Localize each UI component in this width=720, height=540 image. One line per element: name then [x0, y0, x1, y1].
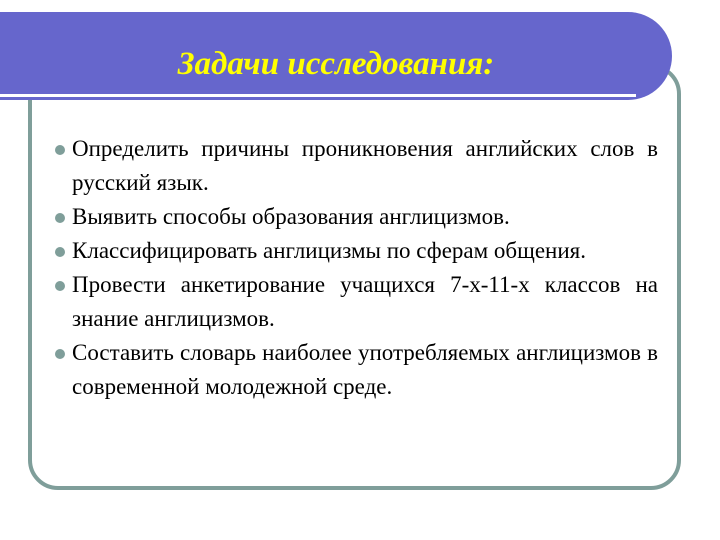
bullet-item: [72, 268, 658, 336]
bullet-item: [72, 200, 658, 234]
title-bar: [0, 12, 672, 100]
bullet-text: Определить причины проникновения английских слов в русский язык.: [72, 136, 658, 195]
title-underline: [0, 94, 636, 97]
bullet-dot-icon: [55, 247, 65, 257]
bullet-item: [72, 336, 658, 404]
bullet-dot-icon: [55, 145, 65, 155]
bullet-list: [72, 132, 658, 404]
bullet-item: [72, 234, 658, 268]
bullet-text: Составить словарь наиболее употребляемых англицизмов в современной молодежной среде.: [72, 340, 658, 399]
bullet-text: Выявить способы образования англицизмов.: [72, 204, 510, 229]
slide-title: Задачи исследования:: [177, 46, 495, 82]
bullet-item: [72, 132, 658, 200]
bullet-text: Классифицировать англицизмы по сферам общения.: [72, 238, 586, 263]
bullet-dot-icon: [55, 349, 65, 359]
bullet-text: Провести анкетирование учащихся 7-х-11-х классов на знание англицизмов.: [72, 272, 658, 331]
bullet-dot-icon: [55, 281, 65, 291]
bullet-dot-icon: [55, 213, 65, 223]
